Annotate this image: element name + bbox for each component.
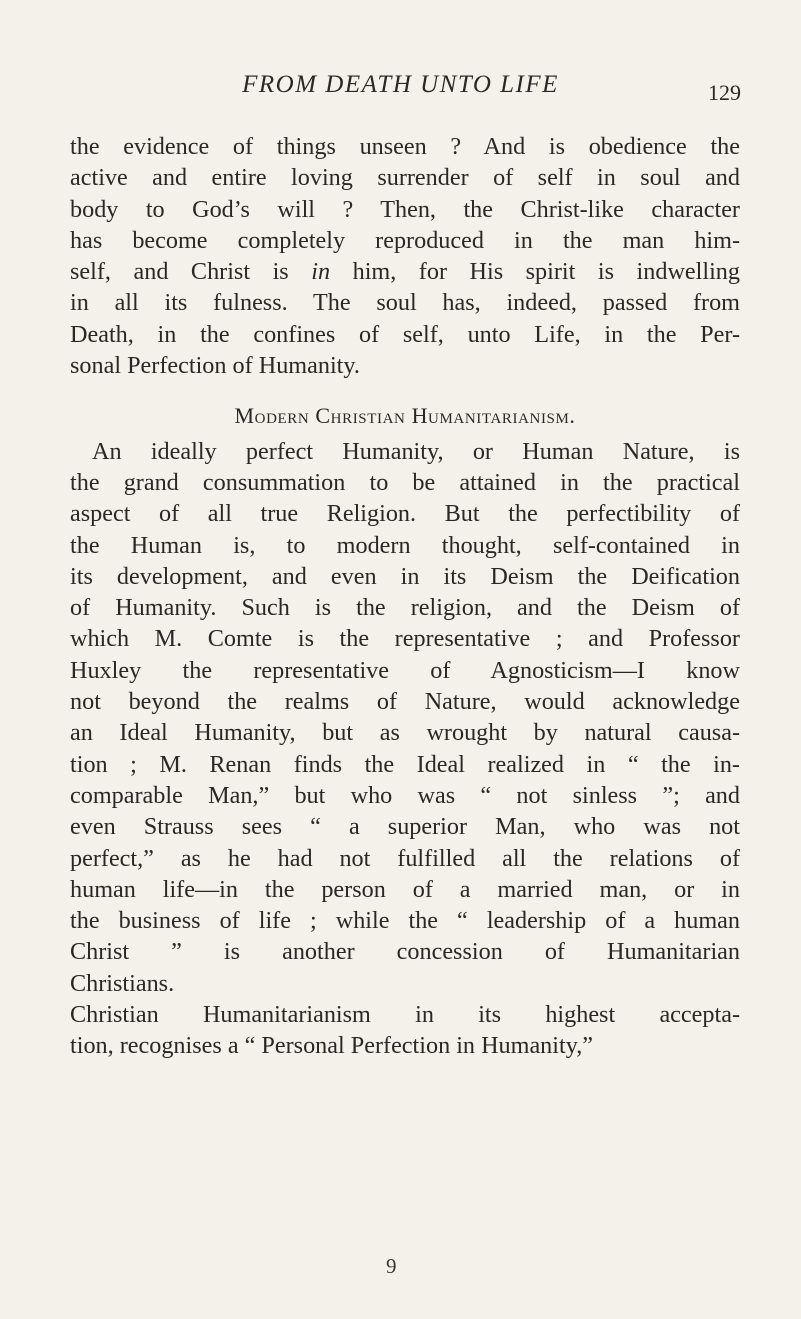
text-line: tion ; M. Renan finds the Ideal realized in “ the in- xyxy=(70,750,740,778)
text-line: An ideally perfect Humanity, or Human Nature, is xyxy=(92,437,740,465)
text-segment: self, and Christ is xyxy=(70,258,312,286)
text-line: Christians. xyxy=(70,969,175,997)
text-line: the evidence of things unseen ? And is obedience the xyxy=(70,133,740,160)
text-line: perfect,” as he had not fulfilled all the relations of xyxy=(70,844,740,872)
text-line: the grand consummation to be attained in the practical xyxy=(70,468,740,496)
running-title: FROM DEATH UNTO LIFE xyxy=(242,71,559,98)
text-line: Death, in the confines of self, unto Life, in the Per- xyxy=(70,320,740,348)
paragraph-3 xyxy=(70,999,740,1062)
text-line: sonal Perfection of Humanity. xyxy=(70,352,360,380)
text-line: active and entire loving surrender of self in soul and xyxy=(70,164,740,192)
page-number: 129 xyxy=(708,80,741,105)
page-header xyxy=(0,68,801,108)
text-line: the business of life ; while the “ leadership of a human xyxy=(70,907,740,935)
text-line: its development, and even in its Deism the Deification xyxy=(70,562,740,590)
paragraph-1 xyxy=(70,131,740,381)
emphasis-in: in xyxy=(311,258,331,286)
text-line: Christ ” is another concession of Humanitarian xyxy=(70,938,740,966)
section-heading: Modern Christian Humanitarianism. xyxy=(234,403,576,429)
paragraph-2 xyxy=(70,436,740,999)
text-line: an Ideal Humanity, but as wrought by natural causa- xyxy=(70,719,740,747)
text-line: in all its fulness. The soul has, indeed, passed from xyxy=(70,289,740,317)
text-line: comparable Man,” but who was “ not sinless ”; and xyxy=(70,781,740,809)
text-line: human life—in the person of a married man, or in xyxy=(70,875,740,903)
signature-mark: 9 xyxy=(386,1254,397,1278)
text-segment: him, for His spirit is indwelling xyxy=(330,258,740,286)
text-line: aspect of all true Religion. But the perfectibility of xyxy=(70,500,740,528)
text-line: the Human is, to modern thought, self-contained in xyxy=(70,531,740,559)
text-line: even Strauss sees “ a superior Man, who was not xyxy=(70,813,740,841)
text-line: of Humanity. Such is the religion, and the Deism of xyxy=(70,594,740,622)
text-line: which M. Comte is the representative ; and Professor xyxy=(70,625,740,653)
text-line: Christian Humanitarianism in its highest accepta- xyxy=(70,1001,740,1029)
text-line: not beyond the realms of Nature, would acknowledge xyxy=(70,688,740,716)
text-line: has become completely reproduced in the man him- xyxy=(70,226,740,254)
text-line: body to God’s will ? Then, the Christ-like character xyxy=(70,195,740,223)
text-line: tion, recognises a “ Personal Perfection in Humanity,” xyxy=(70,1032,594,1060)
text-line-with-emphasis xyxy=(70,256,740,287)
text-line: Huxley the representative of Agnosticism—I know xyxy=(70,656,740,684)
body-text xyxy=(70,131,740,1062)
